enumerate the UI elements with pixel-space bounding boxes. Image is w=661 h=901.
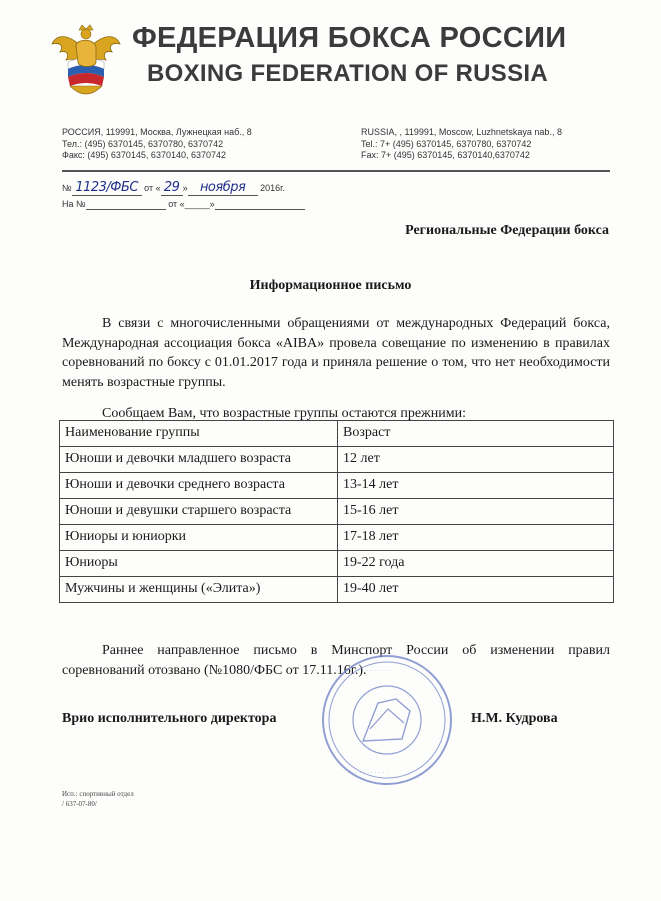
executor-info — [62, 789, 134, 809]
contacts-russian — [62, 127, 252, 162]
table-row — [60, 551, 614, 577]
table-header-row — [60, 421, 614, 447]
age-cell: 17-18 лет — [338, 525, 614, 551]
table-intro: Сообщаем Вам, что возрастные группы остаются прежними: — [102, 406, 466, 421]
ref-month-handwritten: ноября — [188, 180, 258, 196]
header-age: Возраст — [338, 421, 614, 447]
signatory-name: Н.М. Кудрова — [471, 711, 558, 726]
address-en: RUSSIA, , 119991, Moscow, Luzhnetskaya nab., 8 — [361, 127, 562, 137]
paragraph-main: В связи с многочисленными обращениями от международных Федераций бокса, Международная ассоциация бокса «AIBA» провела совещание по изменению в правилах соревнований по боксу с 01.01.2017 года и приняла решение о том, что нет необходимости менять возрастные группы. — [62, 316, 610, 390]
ref-year: 2016г. — [260, 183, 285, 193]
ref-day-handwritten: 29 — [161, 180, 183, 196]
age-cell: 15-16 лет — [338, 499, 614, 525]
contacts-english — [361, 127, 562, 162]
header-group-name: Наименование группы — [60, 421, 338, 447]
letter-title: Информационное письмо — [249, 278, 412, 293]
age-cell: 13-14 лет — [338, 473, 614, 499]
table-row — [60, 499, 614, 525]
reply-mid: » — [209, 199, 215, 209]
recipient: Региональные Федерации бокса — [405, 223, 609, 238]
phone-ru: Тел.: (495) 6370145, 6370780, 6370742 — [62, 138, 224, 149]
age-groups-table — [59, 420, 614, 603]
executor-line-2: / 637-07-80/ — [62, 800, 97, 808]
executor-line-1: Исп.: спортивный отдел — [62, 790, 134, 798]
group-name-cell: Юноши и девочки младшего возраста — [60, 447, 338, 473]
group-name-cell: Мужчины и женщины («Элита») — [60, 577, 338, 603]
fax-ru: Факс: (495) 6370145, 6370140, 6370742 — [62, 150, 227, 160]
ref-mid: » — [182, 183, 188, 193]
table-row — [60, 473, 614, 499]
table-row — [60, 447, 614, 473]
reply-number-blank — [86, 199, 166, 210]
reply-day-blank: _____ — [184, 199, 210, 209]
phone-en: Tel.: 7+ (495) 6370145, 6370780, 6370742 — [361, 138, 532, 149]
ref-from-label: от « — [144, 183, 161, 193]
ref-number-handwritten: 1123/ФБС — [72, 180, 142, 196]
group-name-cell: Юноши и девочки среднего возраста — [60, 473, 338, 499]
svg-text:· · · · · · · · · · ·: · · · · · · · · · · · — [348, 770, 389, 777]
group-name-cell: Юниоры и юниорки — [60, 525, 338, 551]
title-russian: ФЕДЕРАЦИЯ БОКСА РОССИИ — [132, 22, 567, 54]
official-seal-icon — [318, 651, 456, 789]
age-cell: 19-40 лет — [338, 577, 614, 603]
reply-month-blank — [215, 199, 305, 210]
reply-from-label: от « — [168, 199, 185, 209]
paragraph-recall: Раннее направленное письмо в Минспорт России об изменении правил соревнований отозвано (№1080/ФБС от 17.11.16г.). — [62, 643, 610, 678]
svg-text:· · · · · · · · ·: · · · · · · · · · — [358, 668, 391, 675]
group-name-cell: Юноши и девушки старшего возраста — [60, 499, 338, 525]
federation-logo-icon — [50, 22, 122, 102]
fax-en: Fax: 7+ (495) 6370145, 6370140,6370742 — [361, 150, 530, 160]
ref-no-label: № — [62, 183, 72, 193]
age-cell: 19-22 года — [338, 551, 614, 577]
title-english: BOXING FEDERATION OF RUSSIA — [147, 60, 549, 87]
outgoing-reference — [62, 180, 285, 196]
reply-no-label: На № — [62, 199, 86, 209]
address-ru: РОССИЯ, 119991, Москва, Лужнецкая наб., 8 — [62, 127, 252, 137]
group-name-cell: Юниоры — [60, 551, 338, 577]
age-cell: 12 лет — [338, 447, 614, 473]
header-divider — [62, 170, 610, 172]
signatory-position: Врио исполнительного директора — [62, 711, 277, 726]
incoming-reference — [62, 199, 305, 210]
table-row — [60, 525, 614, 551]
table-row — [60, 577, 614, 603]
